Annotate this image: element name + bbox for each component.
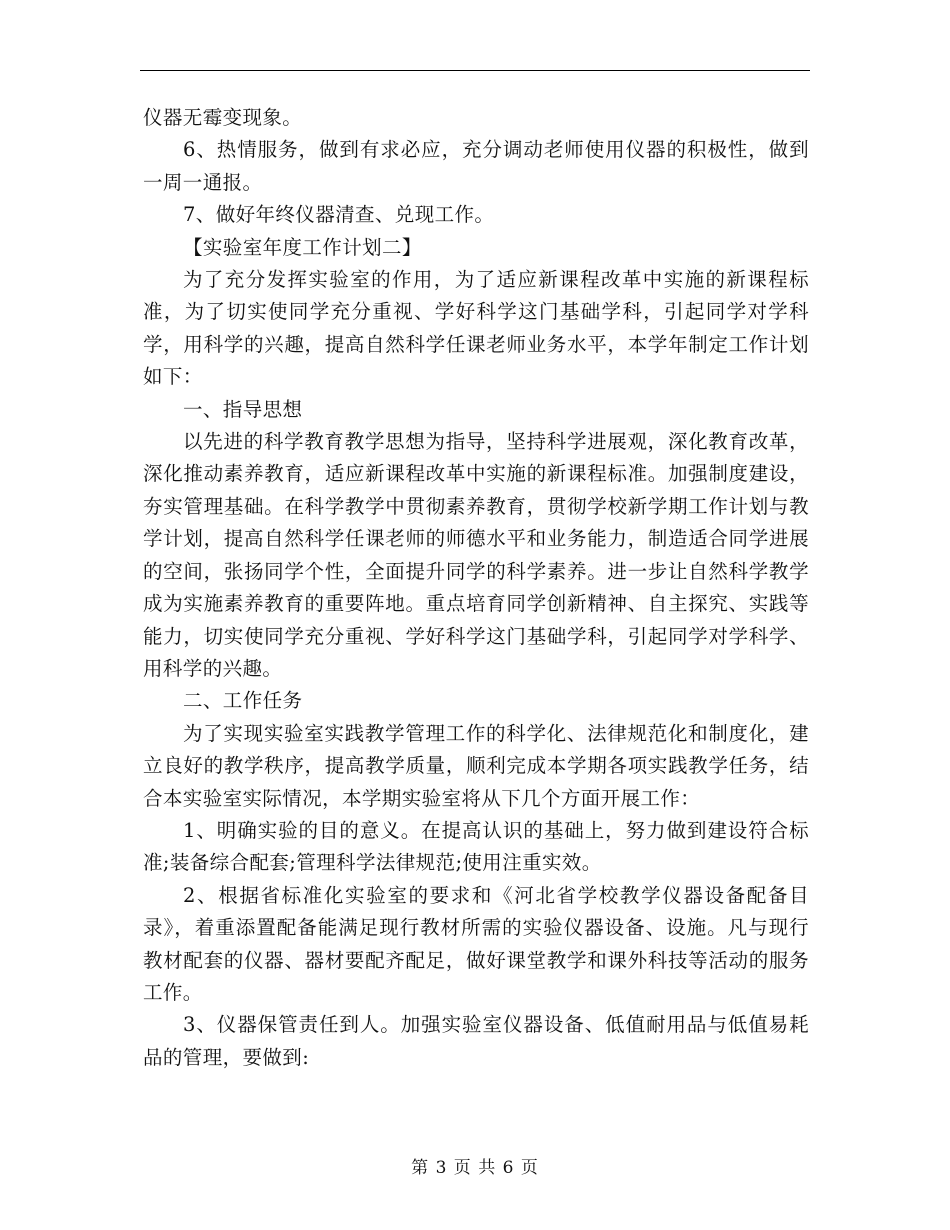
paragraph: 1、明确实验的目的意义。在提高认识的基础上，努力做到建设符合标准;装备综合配套;管理科学法律规范;使用注重实效。 [143,818,809,875]
paragraph: 7、做好年终仪器清查、兑现工作。 [183,203,495,227]
paragraph: 3、仪器保管责任到人。加强实验室仪器设备、低值耐用品与低值易耗品的管理，要做到: [143,1013,809,1069]
paragraph: 为了充分发挥实验室的作用，为了适应新课程改革中实施的新课程标准，为了切实使同学充分重视、学好科学这门基础学科，引起同学对学科学，用科学的兴趣，提高自然科学任课老师业务水平，本学年制定工作计划如下： [143,268,809,389]
paragraph: 为了实现实验室实践教学管理工作的科学化、法律规范化和制度化，建立良好的教学秩序，提高教学质量，顺利完成本学期各项实践教学任务，结合本实验室实际情况，本学期实验室将从下几个方面开展工作： [143,721,809,810]
paragraph: 仪器无霉变现象。 [143,106,303,129]
section-heading: 【实验室年度工作计划二】 [183,235,422,259]
paragraph: 以先进的科学教育教学思想为指导，坚持科学进展观，深化教育改革，深化推动素养教育，适应新课程改革中实施的新课程标准。加强制度建设，夯实管理基础。在科学教学中贯彻素养教育，贯彻学校新学期工作计划与教学计划，提高自然科学任课老师的师德水平和业务能力，制造适合同学进展的空间，张扬同学个性，全面提升同学的科学素养。进一步让自然科学教学成为实施素养教育的重要阵地。重点培育同学创新精神、自主探究、实践等能力，切实使同学充分重视、学好科学这门基础学科，引起同学对学科学、用科学的兴趣。 [143,430,809,680]
paragraph: 6、热情服务，做到有求必应，充分调动老师使用仪器的积极性，做到一周一通报。 [143,138,809,194]
section-heading: 二、工作任务 [183,689,303,713]
header-rule [140,70,810,71]
page-number: 第 3 页 共 6 页 [411,1158,539,1178]
section-heading: 一、指导思想 [183,397,303,421]
document-body [143,102,809,1074]
paragraph: 2、根据省标准化实验室的要求和《河北省学校教学仪器设备配备目录》，着重添置配备能满足现行教材所需的实验仪器设备、设施。凡与现行教材配套的仪器、器材要配齐配足，做好课堂教学和课外科技等活动的服务工作。 [143,883,809,1004]
